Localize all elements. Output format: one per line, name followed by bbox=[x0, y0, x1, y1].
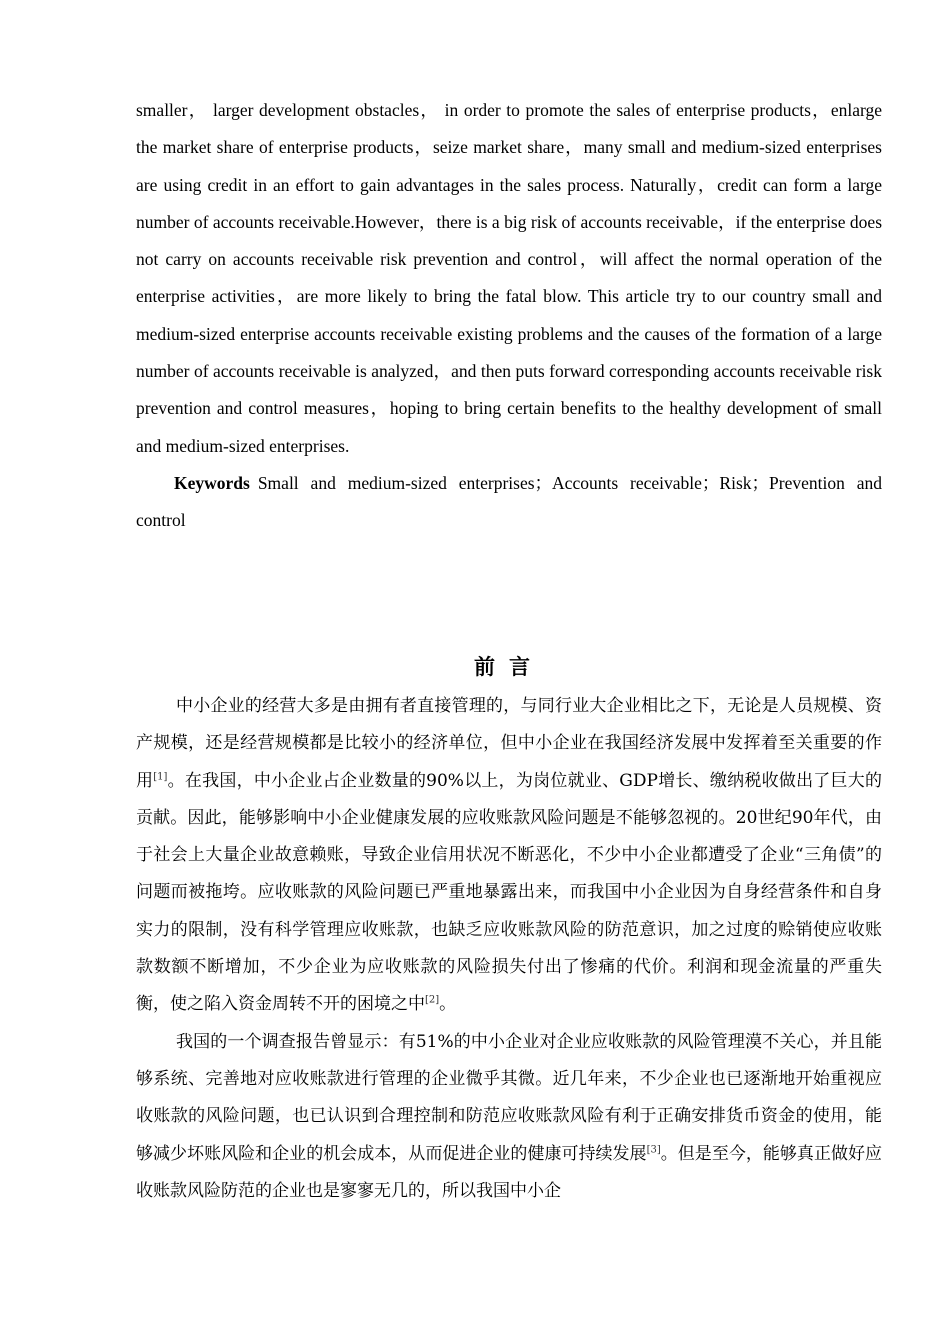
document-page bbox=[136, 92, 883, 1201]
citation-ref[interactable]: [3] bbox=[646, 1143, 661, 1155]
body-paragraph-1 bbox=[136, 688, 882, 1024]
section-body bbox=[136, 688, 882, 1210]
paragraph-text: 中小企业的经营大多是由拥有者直接管理的，与同行业大企业相比之下，无论是人员规模、资产规模，还是经营规模都是比较小的经济单位，但中小企业在我国经济发展中发挥着至关重要的作用 bbox=[136, 696, 882, 791]
citation-ref[interactable]: [1] bbox=[153, 770, 168, 782]
keywords-text: Small and medium-sized enterprises；Accounts receivable；Risk；Prevention and control bbox=[136, 472, 882, 531]
abstract-paragraph: smaller， larger development obstacles， in order to promote the sales of enterprise products，enlarge the market share of enterprise products，seize market share，many small and medium-sized enterprises are using credit in an effort to gain advantages in the sales process. Naturally，credit can form a large number of accounts receivable.However，there is a big risk of accounts receivable，if the enterprise does not carry on accounts receivable risk prevention and control，will affect the normal operation of the enterprise activities，are more likely to bring the fatal blow. This article try to our country small and medium-sized enterprise accounts receivable existing problems and the causes of the formation of a large number of accounts receivable is analyzed，and then puts forward corresponding accounts receivable risk prevention and control measures，hoping to bring certain benefits to the healthy development of small and medium-sized enterprises. bbox=[136, 100, 882, 456]
body-paragraph-2 bbox=[136, 1024, 882, 1210]
section-heading: 前言 bbox=[474, 654, 544, 679]
citation-ref[interactable]: [2] bbox=[425, 994, 440, 1006]
paragraph-text: 。在我国，中小企业占企业数量的90%以上，为岗位就业、GDP增长、缴纳税收做出了巨大的贡献。因此，能够影响中小企业健康发展的应收账款风险问题是不能够忽视的。20世纪90年代，由于社会上大量企业故意赖账，导致企业信用状况不断恶化，不少中小企业都遭受了企业“三角债”的问题而被拖垮。应收账款的风险问题已严重地暴露出来，而我国中小企业因为自身经营条件和自身实力的限制，没有科学管理应收账款，也缺乏应收账款风险的防范意识，加之过度的赊销使应收账款数额不断增加，不少企业为应收账款的风险损失付出了惨痛的代价。利润和现金流量的严重失衡，使之陷入资金周转不开的困境之中 bbox=[136, 770, 883, 1015]
paragraph-text: 。 bbox=[439, 994, 457, 1015]
paragraph-text: 。但是至今，能够真正做好应收账款风险防范的企业也是寥寥无几的，所以我国中小企 bbox=[136, 1143, 882, 1201]
keywords-line bbox=[136, 465, 882, 540]
keywords-label: Keywords bbox=[174, 472, 250, 493]
paragraph-text: 我国的一个调查报告曾显示：有51%的中小企业对企业应收账款的风险管理漠不关心，并且能够系统、完善地对应收账款进行管理的企业微乎其微。近几年来，不少企业也已逐渐地开始重视应收账款的风险问题，也已认识到合理控制和防范应收账款风险有利于正确安排货币资金的使用，能够减少坏账风险和企业的机会成本，从而促进企业的健康可持续发展 bbox=[136, 1031, 882, 1164]
